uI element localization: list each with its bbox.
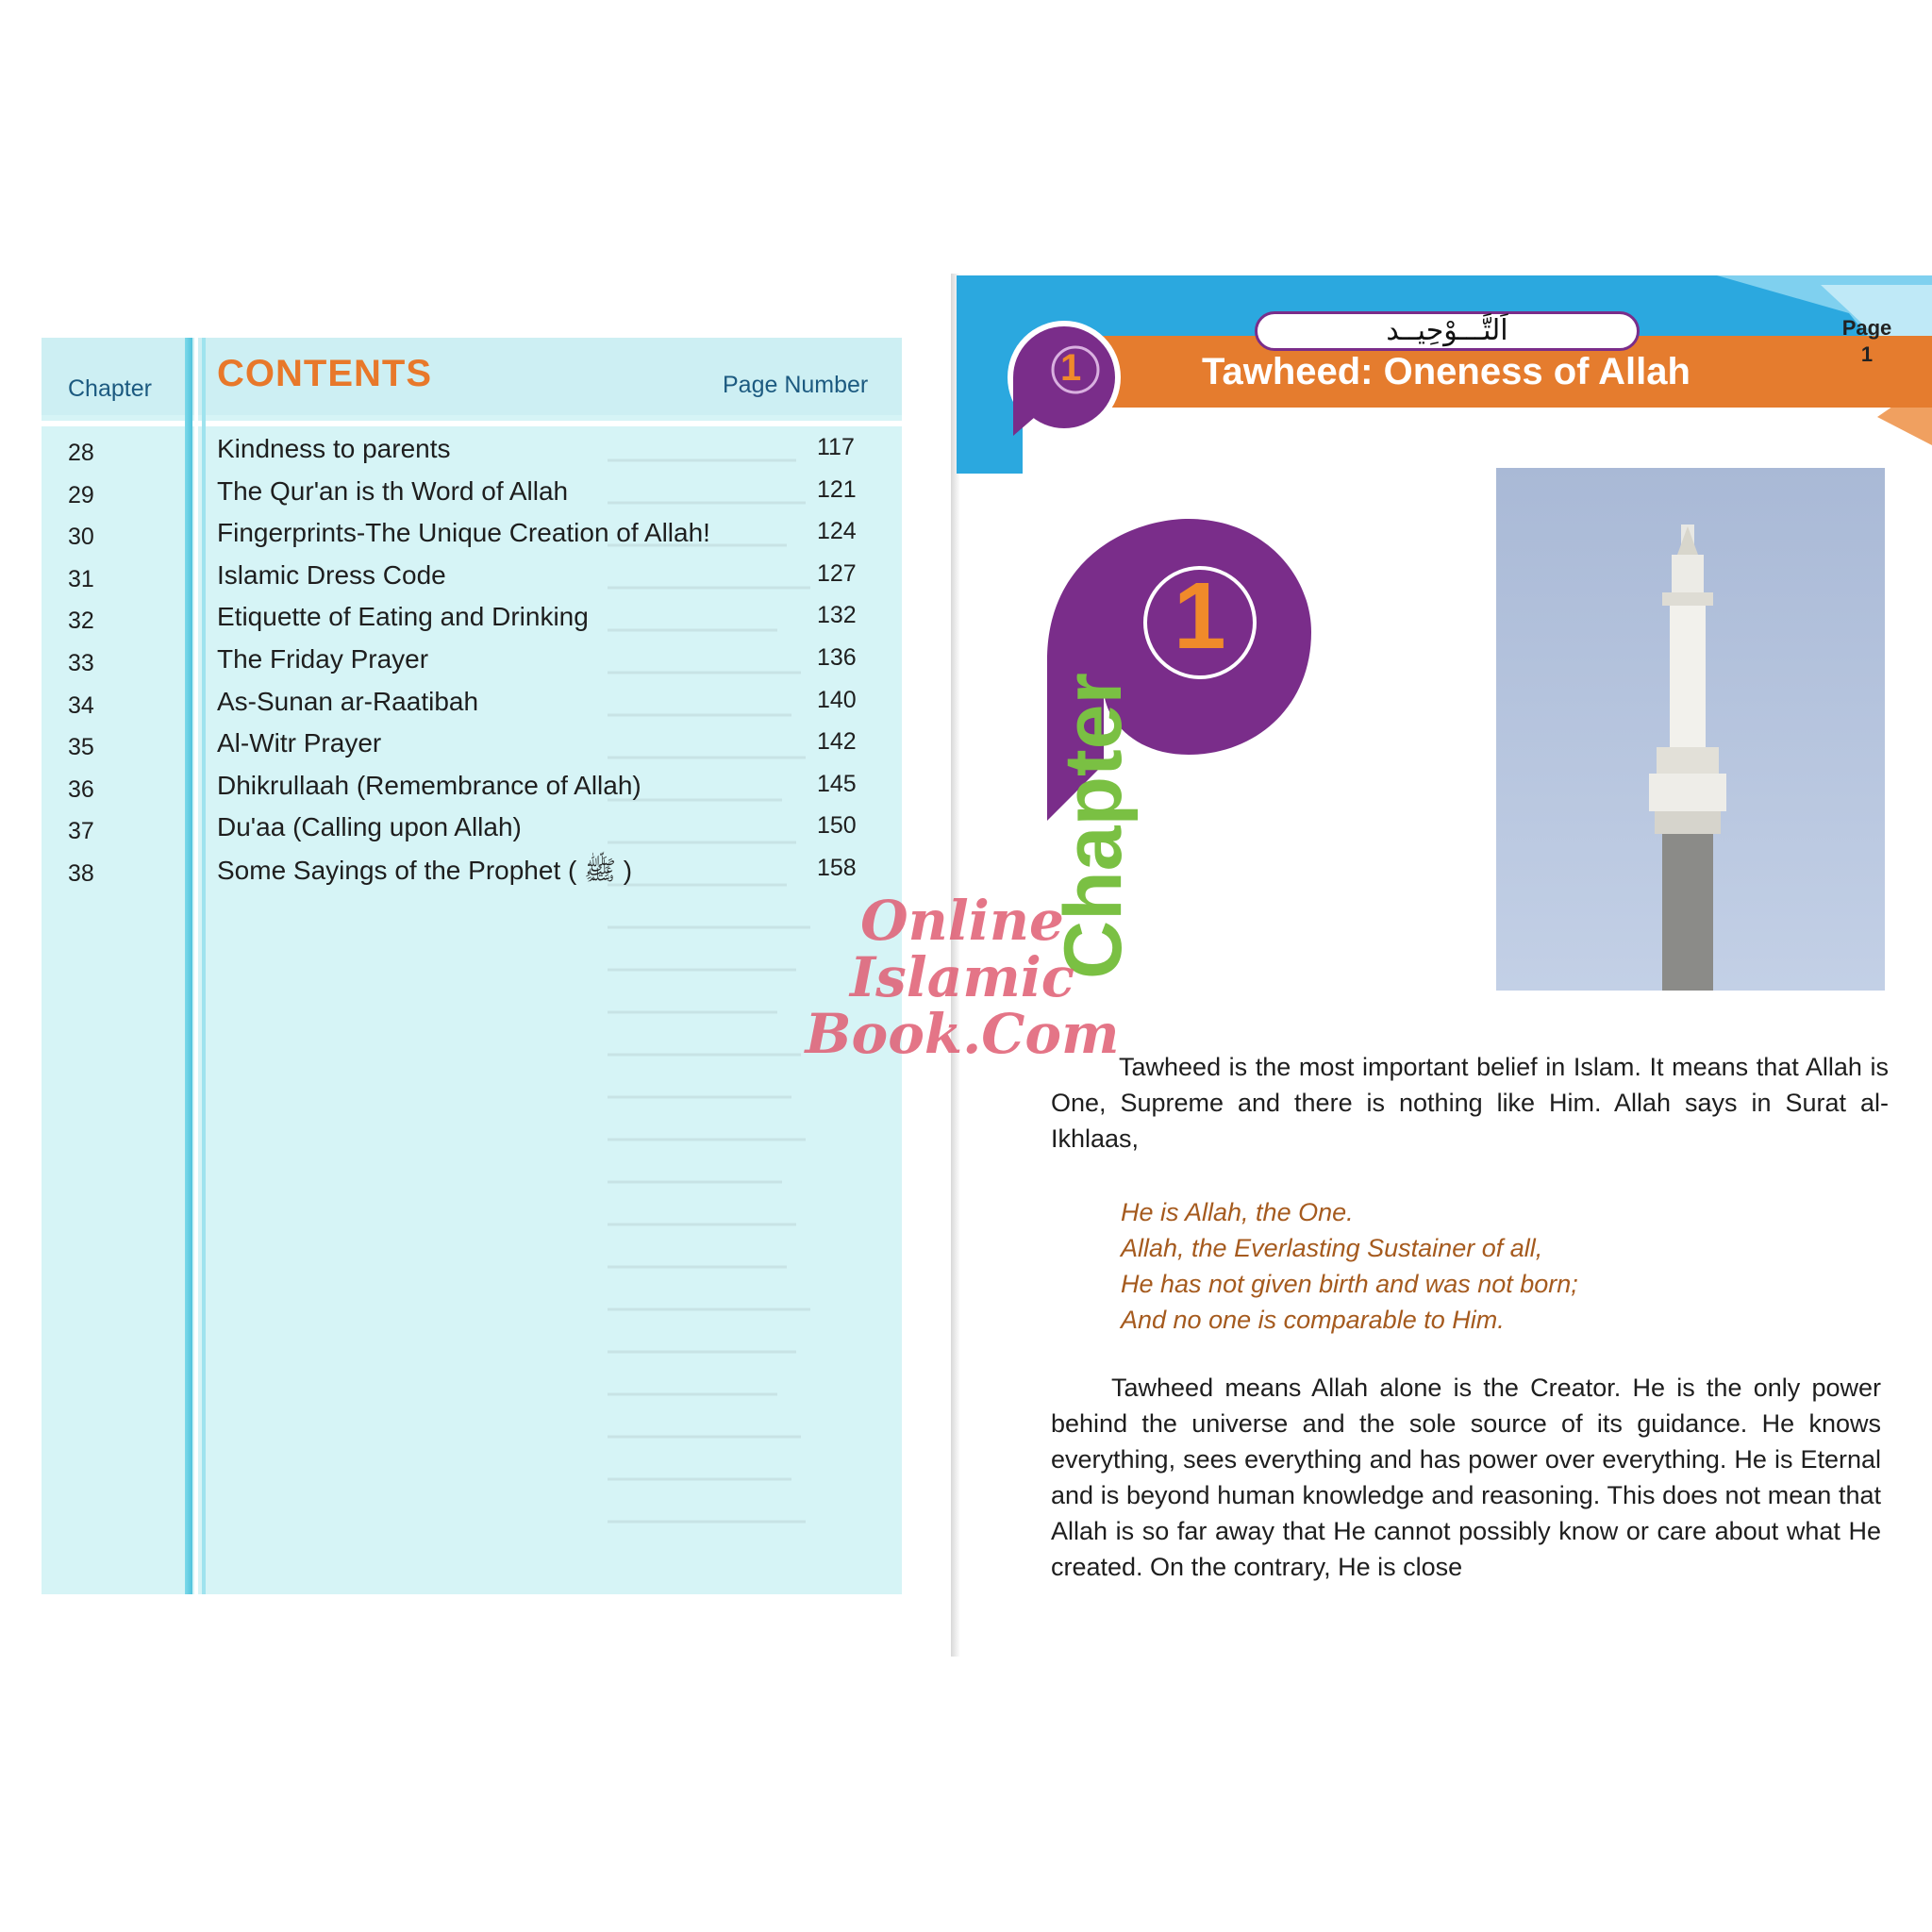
chapter-title: Tawheed: Oneness of Allah — [1202, 351, 1690, 392]
contents-row[interactable] — [42, 855, 902, 892]
contents-row[interactable] — [42, 602, 902, 640]
chapter-number: 35 — [68, 734, 94, 761]
tawheed-paragraph: Tawheed means Allah alone is the Creator. He is the only power behind the universe and the sole source of its guidance. He knows everything, sees everything and has power over everything. He is Eternal and is beyond human knowledge and reasoning. This does not mean that Allah is so far away that He cannot possibly know or care about what He created. On the contrary, He is close — [1051, 1374, 1881, 1581]
chapter-title: Some Sayings of the Prophet ( ﷺ ) — [217, 856, 633, 885]
contents-row[interactable] — [42, 771, 902, 808]
watermark-line-2: Book.Com — [805, 1002, 1120, 1066]
chapter-number: 29 — [68, 481, 94, 508]
chapter-column-header: Chapter — [68, 375, 152, 402]
chapter-title: Kindness to parents — [217, 434, 451, 463]
chapter-number: 37 — [68, 818, 94, 845]
page-number: 1 — [1860, 342, 1874, 366]
contents-row[interactable] — [42, 518, 902, 556]
chapter-title: The Friday Prayer — [217, 644, 429, 674]
chapter-title: Du'aa (Calling upon Allah) — [217, 812, 522, 842]
page-number: 136 — [817, 644, 857, 671]
chapter-logo-number: 1 — [1174, 563, 1226, 669]
chapter-number: 31 — [68, 565, 94, 592]
chapter-title: Etiquette of Eating and Drinking — [217, 602, 589, 632]
page-number: 142 — [817, 728, 857, 756]
chapter-title: Al-Witr Prayer — [217, 728, 382, 758]
minaret-photo — [1496, 468, 1885, 991]
page-number-column-header: Page Number — [723, 372, 869, 398]
page-number: 140 — [817, 686, 857, 713]
chapter-title: Fingerprints-The Unique Creation of Allah! — [217, 518, 710, 548]
header-divider — [42, 421, 902, 426]
chapter-number: 38 — [68, 860, 94, 887]
chapter-number: 34 — [68, 691, 94, 719]
chapter-number: 36 — [68, 775, 94, 803]
page-number: 132 — [817, 602, 857, 629]
contents-row[interactable] — [42, 644, 902, 682]
chapter-number: 28 — [68, 440, 94, 466]
verse-line: He has not given birth and was not born; — [1121, 1270, 1578, 1298]
verse-line: And no one is comparable to Him. — [1121, 1306, 1505, 1334]
chapter-logo-word: Chapter — [1048, 673, 1139, 979]
page-label: Page — [1841, 316, 1892, 340]
contents-row[interactable] — [42, 687, 902, 724]
contents-title: CONTENTS — [217, 353, 432, 394]
chapter-title: As-Sunan ar-Raatibah — [217, 686, 479, 716]
contents-row[interactable] — [42, 728, 902, 766]
chapter-title: Islamic Dress Code — [217, 559, 446, 590]
verse-line: Allah, the Everlasting Sustainer of all, — [1121, 1234, 1543, 1262]
page-number: 117 — [817, 434, 855, 460]
watermark — [745, 889, 1179, 1066]
chapter-number: 30 — [68, 524, 94, 551]
watermark-line-1: Online Islamic — [849, 889, 1075, 1009]
page-number: 145 — [817, 770, 857, 797]
chapter-title: Dhikrullaah (Remembrance of Allah) — [217, 770, 641, 800]
page-number: 124 — [817, 518, 857, 545]
chapter-badge-number: 1 — [1060, 347, 1082, 389]
verse-line: He is Allah, the One. — [1121, 1198, 1354, 1226]
intro-paragraph: Tawheed is the most important belief in Islam. It means that Allah is One, Supreme and there is nothing like Him. Allah says in Surat al-Ikhlaas, — [1051, 1053, 1889, 1153]
page-number: 158 — [817, 855, 857, 881]
page-number: 150 — [817, 812, 857, 840]
chapter-number: 33 — [68, 650, 94, 676]
contents-row[interactable] — [42, 812, 902, 850]
contents-row[interactable] — [42, 560, 902, 598]
page-number: 127 — [817, 559, 857, 587]
chapter-number: 32 — [68, 608, 94, 635]
page-number: 121 — [817, 475, 857, 503]
arabic-title: اَلتَّـــوْحِيــد — [1386, 314, 1508, 347]
page-tag — [1824, 315, 1909, 368]
chapter-title: The Qur'an is th Word of Allah — [217, 475, 569, 506]
contents-row[interactable] — [42, 476, 902, 514]
contents-row[interactable] — [42, 434, 902, 472]
